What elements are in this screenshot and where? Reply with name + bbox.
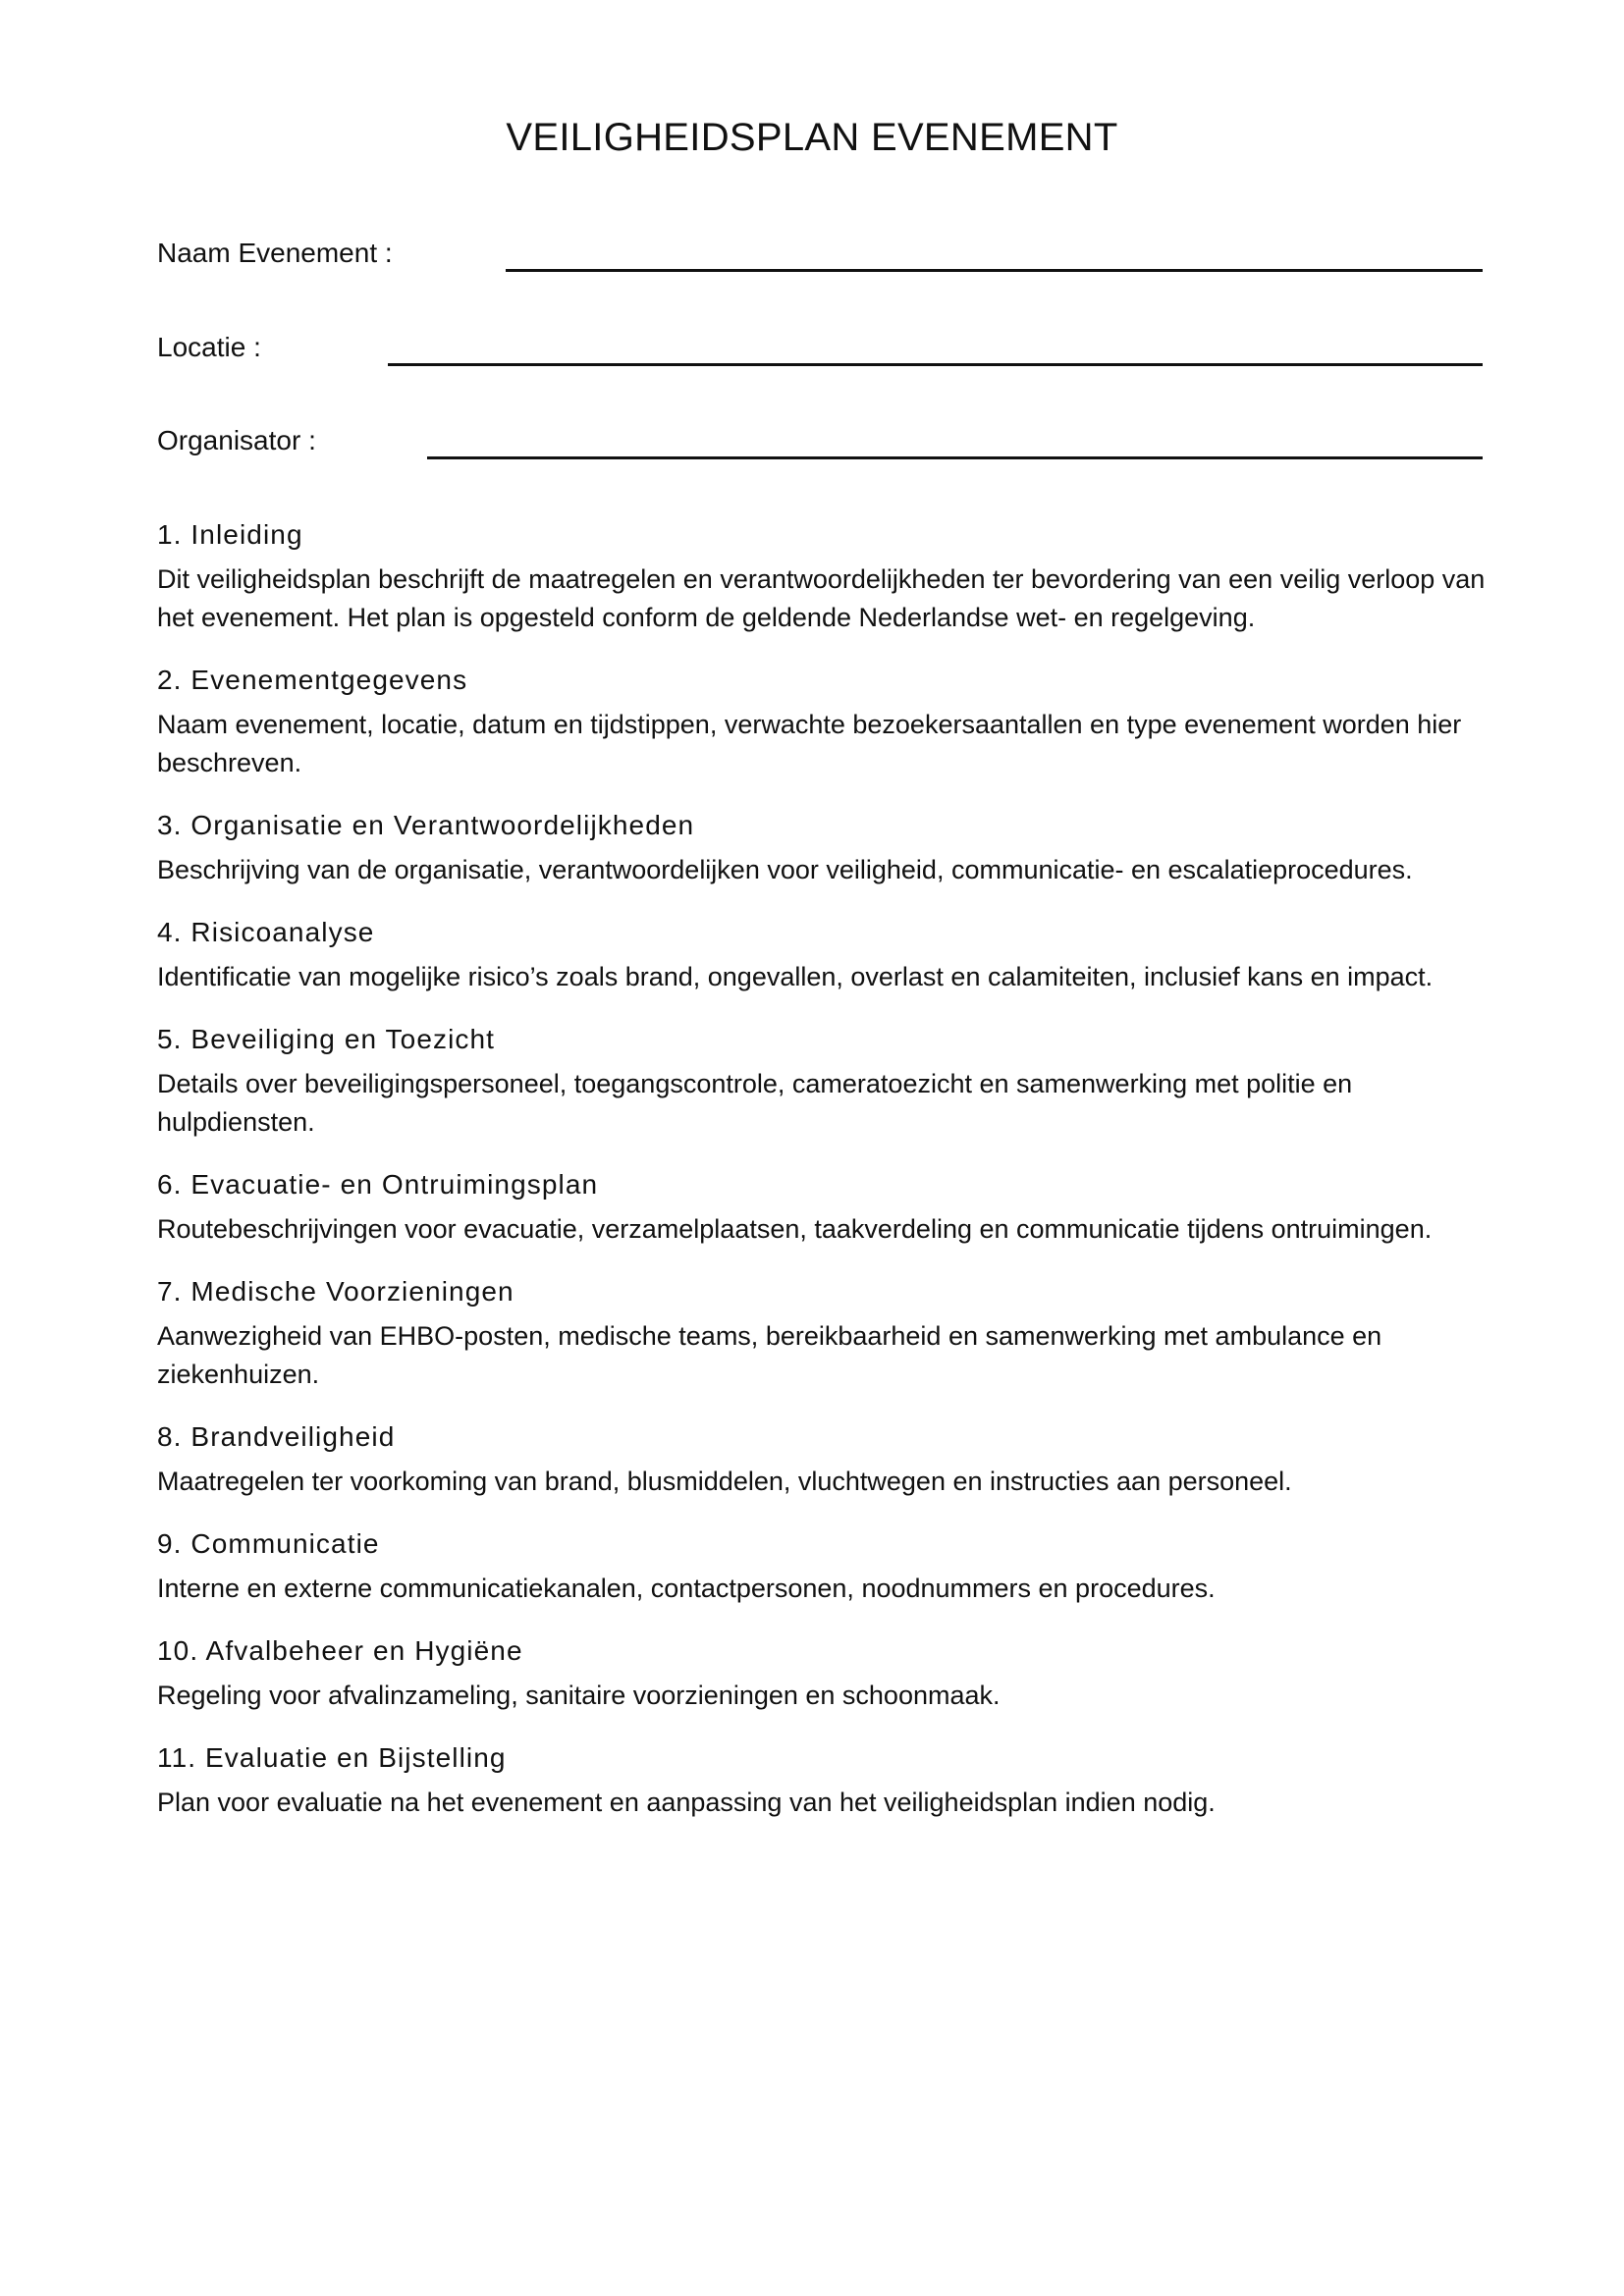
section-communicatie [157, 1524, 1492, 1608]
organizer-label: Organisator : [157, 425, 316, 455]
section-body: Identificatie van mogelijke risico’s zoals brand, ongevallen, overlast en calamiteiten, inclusief kans en impact. [157, 962, 1434, 991]
section-heading: 1. Inleiding [157, 519, 303, 550]
section-brandveiligheid [157, 1417, 1492, 1501]
organizer-input-line[interactable] [427, 456, 1483, 459]
section-heading: 4. Risicoanalyse [157, 917, 375, 947]
section-organisatie [157, 806, 1492, 889]
section-evacuatie [157, 1165, 1492, 1249]
location-label: Locatie : [157, 332, 261, 362]
section-body: Maatregelen ter voorkoming van brand, blusmiddelen, vluchtwegen en instructies aan personeel. [157, 1467, 1292, 1496]
section-beveiliging [157, 1020, 1492, 1142]
section-heading: 10. Afvalbeheer en Hygiëne [157, 1635, 523, 1666]
organizer-field [157, 425, 1483, 464]
section-body: Interne en externe communicatiekanalen, contactpersonen, noodnummers en procedures. [157, 1574, 1216, 1603]
document-title: VEILIGHEIDSPLAN EVENEMENT [506, 116, 1118, 159]
section-heading: 3. Organisatie en Verantwoordelijkheden [157, 810, 695, 840]
section-evenementgegevens [157, 661, 1492, 782]
sections-list [157, 515, 1492, 1845]
section-body: Dit veiligheidsplan beschrijft de maatregelen en verantwoordelijkheden ter bevordering van een veilig verloop van het evenement. Het plan is opgesteld conform de geldende Nederlandse wet- en regelgeving. [157, 564, 1486, 632]
section-body: Regeling voor afvalinzameling, sanitaire voorzieningen en schoonmaak. [157, 1681, 1001, 1710]
section-heading: 6. Evacuatie- en Ontruimingsplan [157, 1169, 599, 1200]
section-evaluatie [157, 1738, 1492, 1822]
event-name-label: Naam Evenement : [157, 238, 393, 268]
section-body: Details over beveiligingspersoneel, toegangscontrole, cameratoezicht en samenwerking met politie en hulpdiensten. [157, 1069, 1353, 1137]
section-body: Naam evenement, locatie, datum en tijdstippen, verwachte bezoekersaantallen en type evenement worden hier beschreven. [157, 710, 1462, 777]
section-heading: 9. Communicatie [157, 1528, 380, 1559]
section-medische-voorzieningen [157, 1272, 1492, 1394]
section-heading: 11. Evaluatie en Bijstelling [157, 1742, 507, 1773]
section-body: Aanwezigheid van EHBO-posten, medische teams, bereikbaarheid en samenwerking met ambulance en ziekenhuizen. [157, 1321, 1382, 1389]
location-input-line[interactable] [388, 363, 1483, 366]
section-heading: 2. Evenementgegevens [157, 665, 468, 695]
location-field [157, 332, 1483, 371]
event-name-input-line[interactable] [506, 269, 1483, 272]
section-afvalbeheer [157, 1631, 1492, 1715]
event-name-field [157, 238, 1483, 277]
section-body: Routebeschrijvingen voor evacuatie, verzamelplaatsen, taakverdeling en communicatie tijdens ontruimingen. [157, 1214, 1433, 1244]
section-body: Beschrijving van de organisatie, verantwoordelijken voor veiligheid, communicatie- en escalatieprocedures. [157, 855, 1413, 884]
section-body: Plan voor evaluatie na het evenement en aanpassing van het veiligheidsplan indien nodig. [157, 1788, 1216, 1817]
section-heading: 7. Medische Voorzieningen [157, 1276, 514, 1307]
section-heading: 5. Beveiliging en Toezicht [157, 1024, 496, 1054]
section-risicoanalyse [157, 913, 1492, 996]
section-heading: 8. Brandveiligheid [157, 1421, 396, 1452]
section-inleiding [157, 515, 1492, 637]
